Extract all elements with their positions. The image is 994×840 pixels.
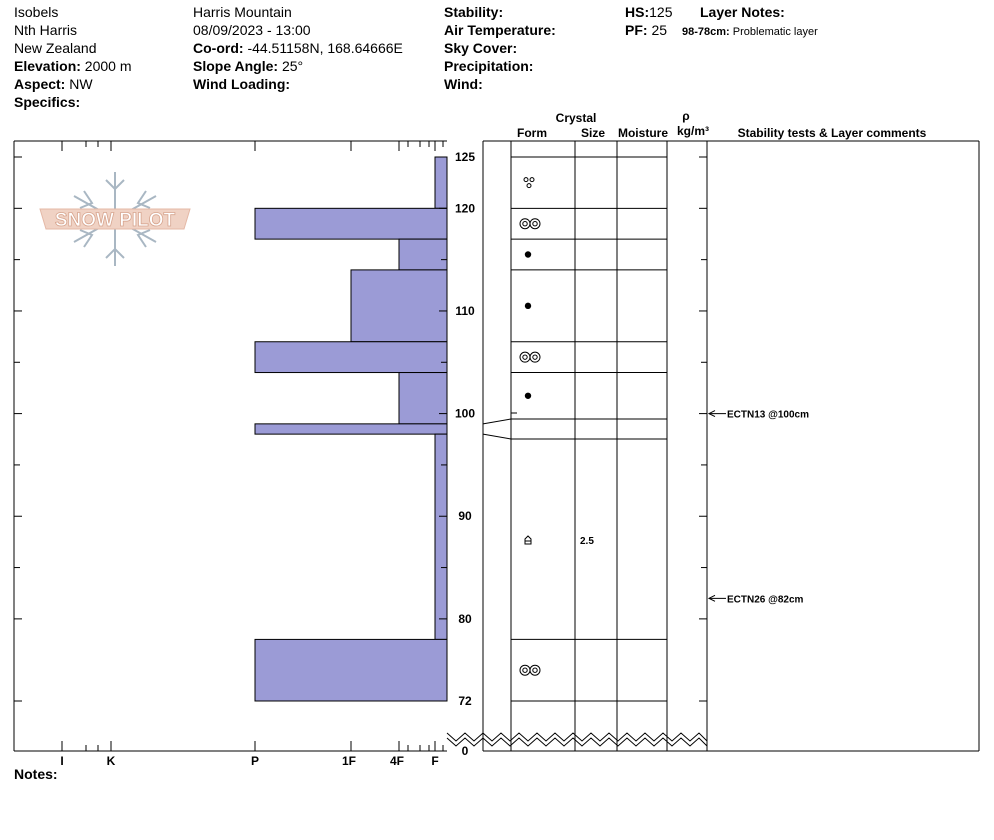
height-label: 125 [454, 150, 476, 164]
layer-notes-label: Layer Notes: [700, 4, 785, 20]
elevation-value: 2000 m [84, 58, 132, 74]
location-name: Harris Mountain [193, 4, 292, 20]
observation-datetime: 08/09/2023 - 13:00 [193, 22, 311, 38]
hs-label: HS: [625, 4, 650, 20]
layer-table-frame [483, 141, 979, 751]
hardness-label: F [431, 754, 439, 768]
observer-name: Isobels [14, 4, 59, 20]
air-temp-label: Air Temperature: [444, 22, 556, 38]
ice-form-icon [525, 251, 531, 257]
height-label: 110 [455, 303, 475, 318]
melt-form-icon [520, 665, 540, 675]
density-unit: kg/m³ [676, 124, 710, 138]
height-label: 100 [454, 406, 476, 421]
stability-test-label: ECTN13 @100cm [727, 409, 810, 421]
hardness-bar [351, 270, 447, 342]
hardness-bar [255, 424, 447, 434]
layer-note-text: Problematic layer [732, 26, 818, 38]
height-label: 80 [458, 611, 472, 626]
melt-form-icon [520, 352, 540, 362]
stability-tests [709, 410, 809, 606]
hardness-bar [399, 239, 447, 270]
crystal-header: Crystal [555, 111, 597, 125]
boundary-connector [483, 419, 511, 424]
stability-label: Stability: [444, 4, 504, 20]
hardness-bar [255, 639, 447, 701]
aspect-label: Aspect: [14, 76, 66, 92]
country-name: New Zealand [14, 40, 97, 56]
slope-value: 25° [281, 58, 304, 74]
wind-loading-label: Wind Loading: [193, 76, 291, 92]
pf-label: PF: [625, 22, 648, 38]
wind-label: Wind: [444, 76, 483, 92]
pf-value: 25 [651, 22, 668, 38]
hardness-label: 4F [389, 754, 405, 768]
region-name: Nth Harris [14, 22, 78, 38]
slope-label: Slope Angle: [193, 58, 279, 74]
crystal-size: 2.5 [580, 536, 594, 547]
boundary-connector [483, 434, 511, 439]
ice-form-icon [525, 393, 531, 399]
hardness-bar [255, 342, 447, 373]
hardness-label: P [250, 754, 260, 768]
depth-hoar-icon [525, 536, 531, 544]
height-label: 0 [461, 744, 469, 758]
hardness-label: I [60, 754, 64, 768]
ice-form-icon [525, 303, 531, 309]
hs-value: 125 [649, 4, 673, 20]
logo-text: SNOW PILOT [54, 210, 176, 231]
snowpilot-logo [40, 172, 190, 266]
hardness-bars [255, 157, 447, 701]
height-label: 72 [458, 693, 472, 708]
aspect-value: NW [69, 76, 93, 92]
graupel-icon [524, 178, 534, 188]
notes-label: Notes: [14, 766, 58, 782]
height-label: 90 [458, 509, 472, 524]
hardness-bar [255, 208, 447, 239]
axis-break [447, 733, 707, 746]
specifics-label: Specifics: [14, 94, 81, 110]
hardness-label: 1F [341, 754, 357, 768]
melt-form-icon [520, 219, 540, 229]
hardness-bar [399, 373, 447, 424]
hardness-bar [435, 157, 447, 208]
precip-label: Precipitation: [444, 58, 534, 74]
stability-comments-header: Stability tests & Layer comments [737, 126, 927, 140]
coord-value: -44.51158N, 168.64666E [247, 40, 403, 56]
density-symbol: ρ [682, 109, 690, 123]
form-header: Form [517, 126, 547, 140]
moisture-header: Moisture [617, 126, 669, 140]
stability-test-label: ECTN26 @82cm [727, 594, 804, 606]
elevation-label: Elevation: [14, 58, 81, 74]
coord-label: Co-ord: [193, 40, 244, 56]
hardness-label: K [106, 754, 116, 768]
size-header: Size [580, 126, 606, 140]
height-label: 120 [454, 201, 476, 216]
sky-cover-label: Sky Cover: [444, 40, 518, 56]
layer-note-range: 98-78cm: [682, 26, 730, 38]
